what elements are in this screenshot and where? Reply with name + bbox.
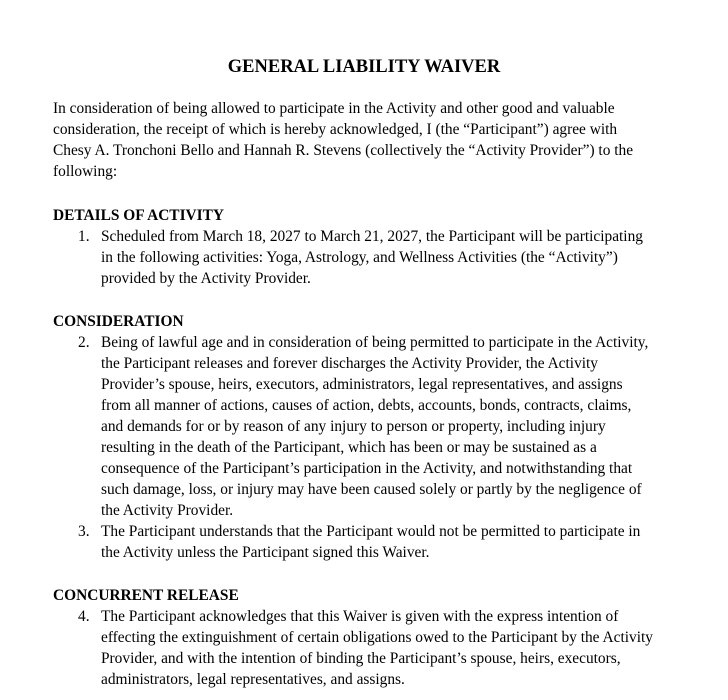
- section-heading-consideration: CONSIDERATION: [53, 313, 184, 330]
- intro-line: Chesy A. Tronchoni Bello and Hannah R. Stevens (collectively the “Activity Provider”) to the: [53, 142, 634, 159]
- numbered-item-1: [53, 226, 683, 289]
- numbered-item-2: [53, 332, 683, 521]
- item-line: and demands for or by reason of any injury to person or property, including injury: [101, 418, 606, 435]
- item-line: in the following activities: Yoga, Astrology, and Wellness Activities (the “Activity”): [101, 249, 618, 266]
- item-line: consequence of the Participant’s participation in the Activity, and notwithstanding that: [101, 460, 633, 477]
- item-body: [101, 521, 683, 563]
- item-line: the Activity Provider.: [101, 502, 234, 519]
- numbered-item-3: [53, 521, 683, 563]
- item-line: The Participant understands that the Participant would not be permitted to participate in: [101, 523, 641, 540]
- item-line: resulting in the death of the Participant, which has been or may be sustained as a: [101, 439, 597, 456]
- item-line: the Participant releases and forever discharges the Activity Provider, the Activity: [101, 355, 599, 372]
- document-title: GENERAL LIABILITY WAIVER: [227, 57, 501, 77]
- item-line: Being of lawful age and in consideration of being permitted to participate in the Activity,: [101, 334, 649, 351]
- item-number: 3.: [78, 523, 90, 540]
- item-line: the Activity unless the Participant signed this Waiver.: [101, 544, 430, 561]
- item-line: effecting the extinguishment of certain obligations owed to the Participant by the Activity: [101, 629, 653, 646]
- intro-line: In consideration of being allowed to participate in the Activity and other good and valuable: [53, 100, 615, 117]
- intro-paragraph: [53, 98, 673, 182]
- section-heading-details: DETAILS OF ACTIVITY: [53, 207, 225, 224]
- item-line: Provider, and with the intention of binding the Participant’s spouse, heirs, executors,: [101, 650, 621, 667]
- item-body: [101, 606, 683, 690]
- item-body: [101, 226, 683, 289]
- item-number: 4.: [78, 608, 90, 625]
- intro-line: following:: [53, 163, 118, 180]
- item-number: 2.: [78, 334, 90, 351]
- section-heading-concurrent-release: CONCURRENT RELEASE: [53, 587, 239, 604]
- item-line: Scheduled from March 18, 2027 to March 21, 2027, the Participant will be participating: [101, 228, 643, 245]
- item-line: such damage, loss, or injury may have been caused solely or partly by the negligence of: [101, 481, 642, 498]
- item-line: Provider’s spouse, heirs, executors, administrators, legal representatives, and assigns: [101, 376, 623, 393]
- numbered-item-4: [53, 606, 683, 690]
- item-line: from all manner of actions, causes of action, debts, accounts, bonds, contracts, claims,: [101, 397, 632, 414]
- item-number: 1.: [78, 228, 90, 245]
- item-body: [101, 332, 683, 521]
- item-line: administrators, legal representatives, and assigns.: [101, 671, 405, 688]
- intro-line: consideration, the receipt of which is hereby acknowledged, I (the “Participant”) agree with: [53, 121, 618, 138]
- item-line: The Participant acknowledges that this Waiver is given with the express intention of: [101, 608, 619, 625]
- item-line: provided by the Activity Provider.: [101, 270, 311, 287]
